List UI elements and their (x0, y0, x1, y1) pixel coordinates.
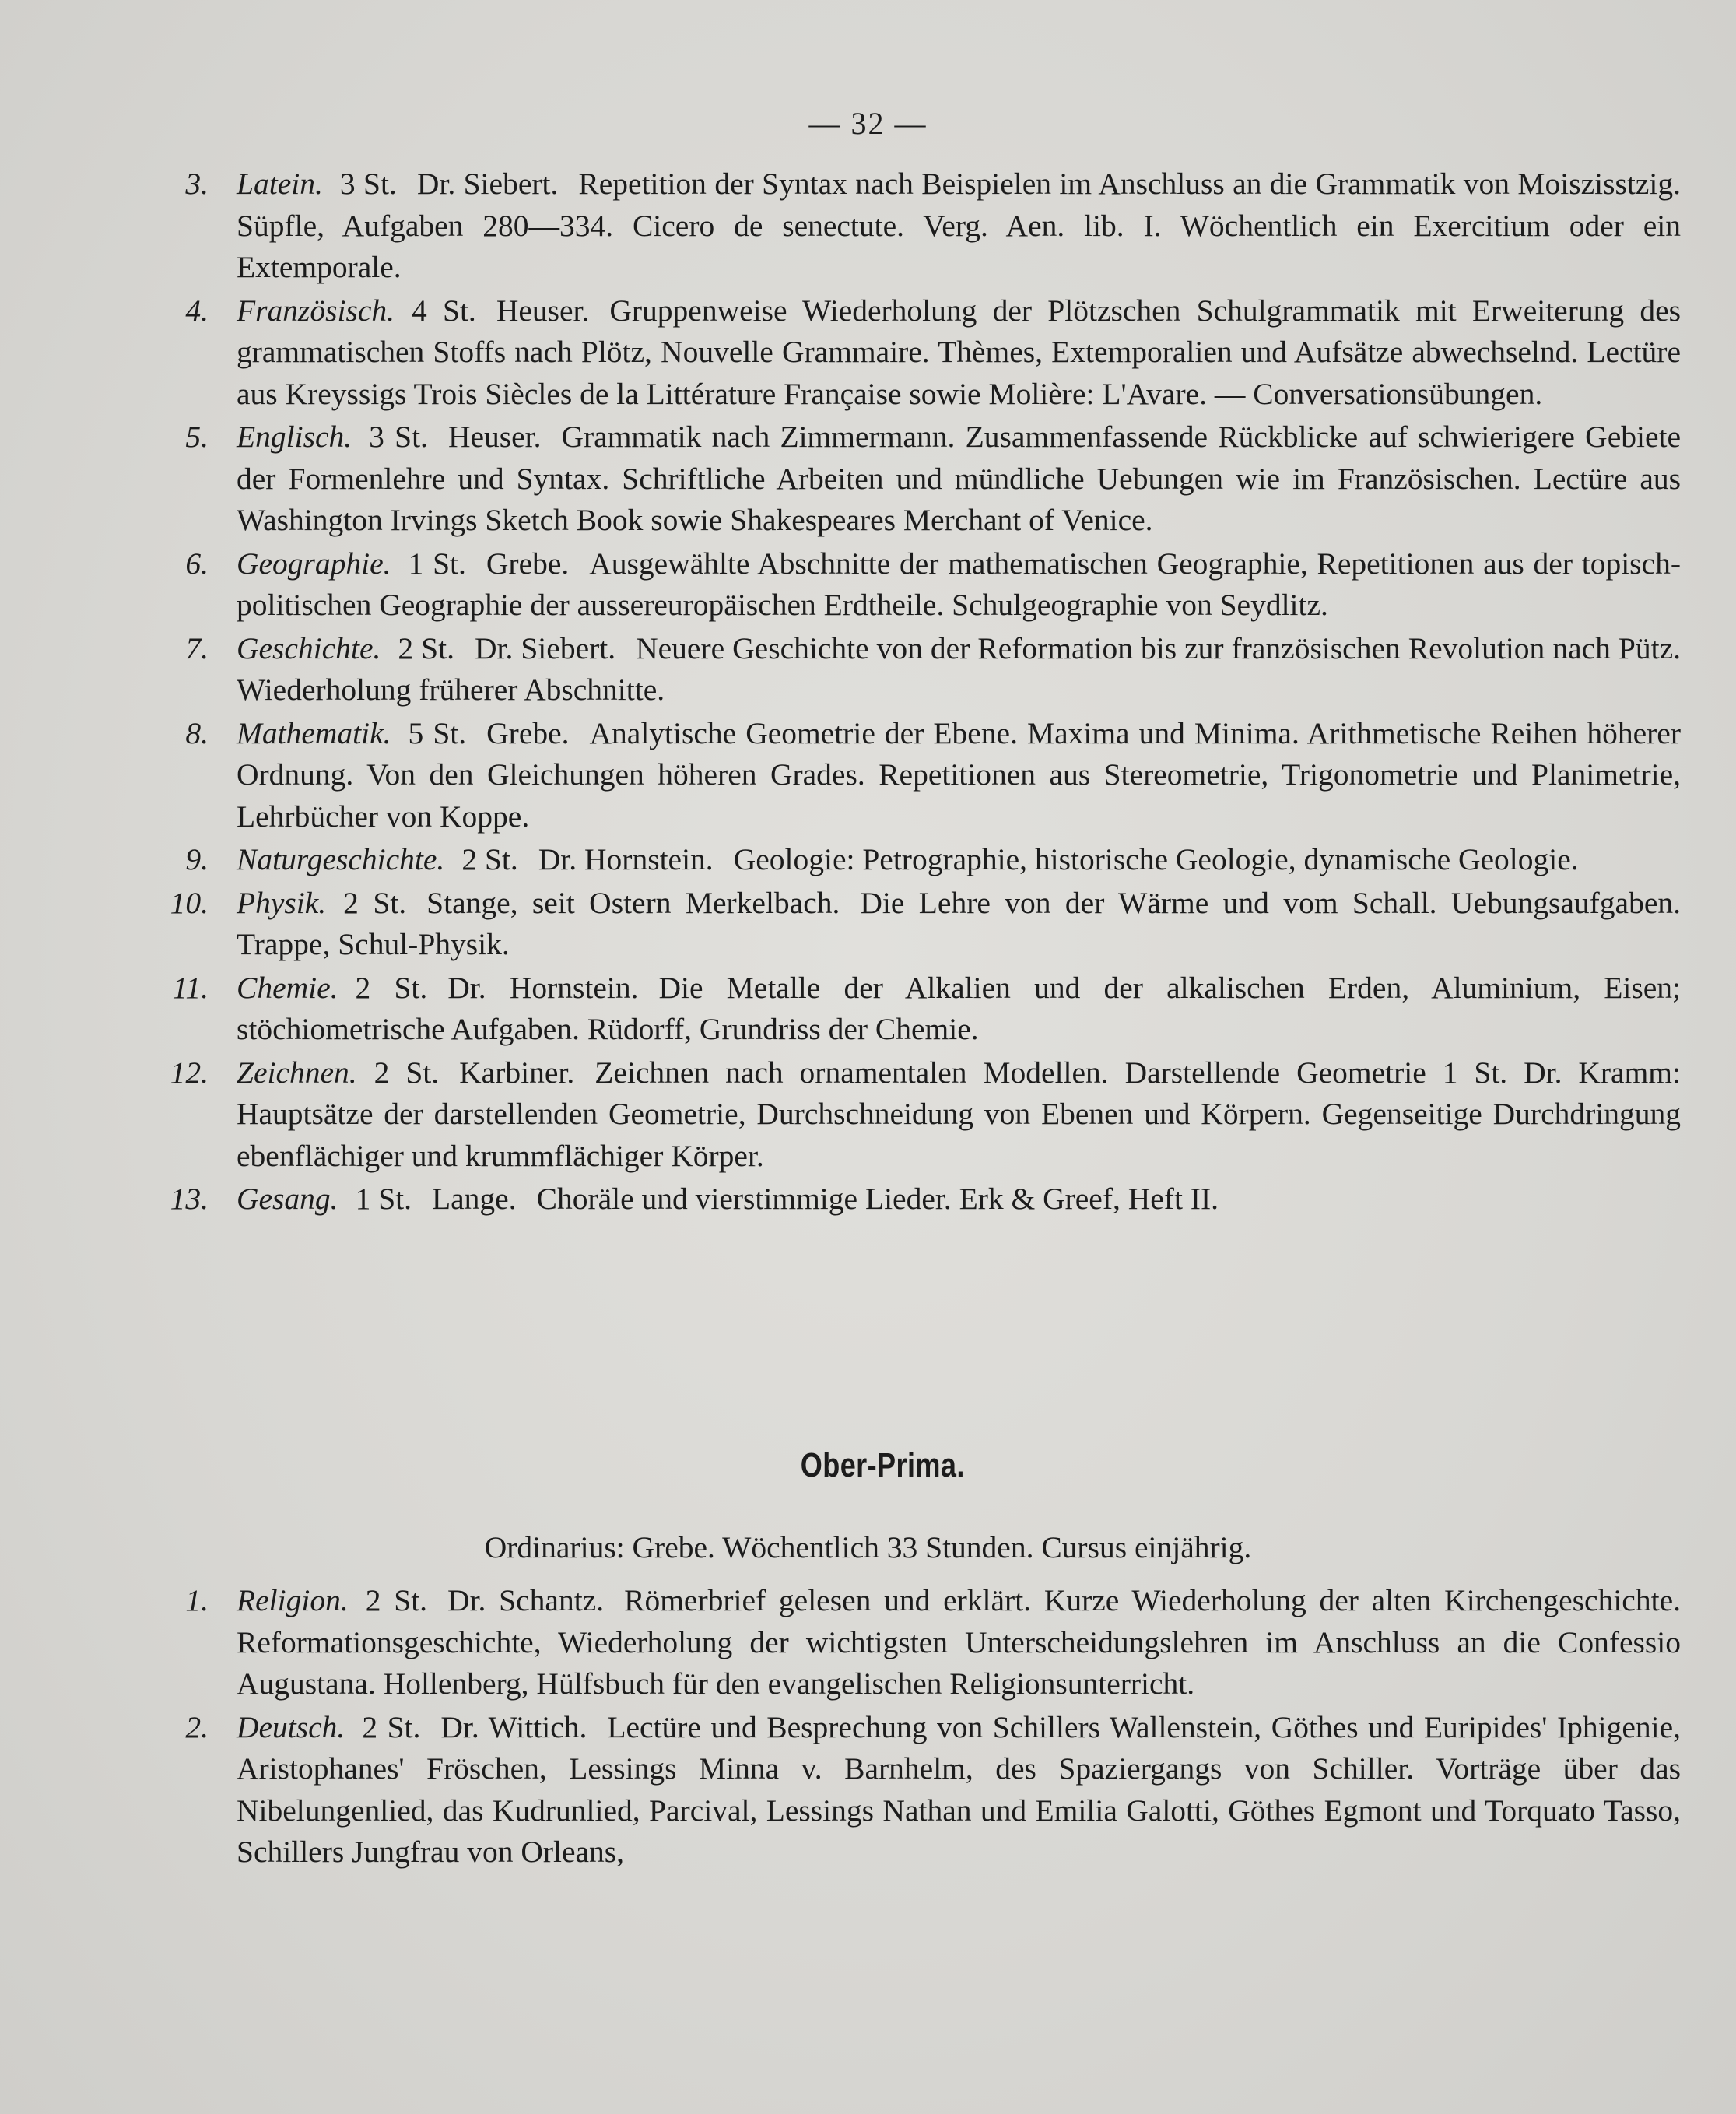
entry-teacher: Heuser. (447, 420, 542, 454)
entry-text: Choräle und vierstimmige Lieder. Erk & Greef, Heft II. (536, 1182, 1219, 1216)
entry-text: Analytische Geometrie der Ebene. Maxima und Minima. Arithmetische Reihen höherer Ordnung. Von den Gleichungen höheren Grades. Repetitionen aus Stereometrie, Trigonometrie und Planimetrie, Lehrbücher von Koppe. (237, 715, 1681, 834)
entry-hours: 1 St. (355, 1182, 412, 1216)
entry-teacher: Dr. Siebert. (416, 167, 559, 201)
entry-naturgeschichte (156, 839, 1681, 881)
entry-chemie (156, 967, 1681, 1051)
entry-physik (156, 883, 1681, 966)
entry-text: Die Metalle der Alkalien und der alkalischen Erden, Aluminium, Eisen; stöchiometrische Aufgaben. Rüdorff, Grundriss der Chemie. (237, 970, 1681, 1046)
entry-subject: Französisch. (237, 293, 395, 328)
entry-text: Grammatik nach Zimmermann. Zusammenfassende Rückblicke auf schwierigere Gebiete der Formenlehre und Syntax. Schriftliche Arbeiten und mündliche Uebungen wie im Französischen. Lectüre aus Washington Irvings Sketch Book sowie Shakespeares Merchant of Venice. (237, 420, 1681, 537)
entry-subject: Physik. (237, 885, 327, 920)
entry-hours: 5 St. (408, 715, 467, 750)
entry-number: 6. (185, 546, 209, 581)
entry-number: 10. (170, 885, 209, 920)
entry-teacher: Dr. Hornstein. (538, 842, 714, 876)
entry-text: Repetition der Syntax nach Beispielen im Anschluss an die Grammatik von Moiszisstzig. Süpfle, Aufgaben 280—334. Cicero de senectute. Verg. Aen. lib. I. Wöchentlich ein Exercitium oder ein Extemporale. (237, 167, 1681, 284)
entry-deutsch (156, 1707, 1681, 1873)
entry-subject: Latein. (237, 167, 323, 201)
entry-teacher: Dr. Siebert. (474, 630, 616, 665)
bottom-entry-list (156, 1580, 1681, 1873)
entry-religion (156, 1580, 1681, 1705)
entry-hours: 2 St. (355, 970, 428, 1005)
entry-hours: 3 St. (339, 167, 397, 201)
entry-hours: 2 St. (365, 1583, 428, 1617)
entry-subject: Geographie. (237, 546, 391, 581)
entry-text: Neuere Geschichte von der Reformation bis zur französischen Revolution nach Pütz. Wiederholung früherer Abschnitte. (237, 630, 1681, 707)
entry-subject: Chemie. (237, 970, 338, 1005)
entry-subject: Geschichte. (237, 630, 381, 665)
entry-number: 3. (185, 167, 209, 201)
entry-englisch (156, 416, 1681, 542)
entry-subject: Zeichnen. (237, 1055, 357, 1090)
entry-hours: 2 St. (461, 842, 518, 876)
page-number: — 32 — (808, 106, 928, 141)
entry-number: 11. (172, 970, 209, 1005)
entry-subject: Mathematik. (237, 715, 391, 750)
entry-number: 2. (185, 1709, 209, 1744)
entry-text: Geologie: Petrographie, historische Geologie, dynamische Geologie. (733, 842, 1579, 876)
entry-teacher: Dr. Hornstein. (447, 970, 639, 1005)
entry-hours: 2 St. (374, 1055, 440, 1090)
entry-number: 4. (185, 293, 209, 328)
entry-subject: Gesang. (237, 1182, 338, 1216)
entry-number: 8. (185, 715, 209, 750)
entry-hours: 1 St. (408, 546, 466, 581)
entry-hours: 3 St. (369, 420, 428, 454)
entry-hours: 2 St. (362, 1709, 421, 1744)
entry-teacher: Karbiner. (459, 1055, 575, 1090)
entry-hours: 2 St. (343, 885, 407, 920)
entry-teacher: Dr. Schantz. (447, 1583, 605, 1617)
entry-geographie (156, 543, 1681, 627)
entry-teacher: Grebe. (486, 546, 570, 581)
section-heading: Ober-Prima. (800, 1446, 965, 1484)
entry-mathematik (156, 713, 1681, 838)
entry-text: Gruppenweise Wiederholung der Plötzschen Schulgrammatik mit Erweiterung des grammatischen Stoffs nach Plötz, Nouvelle Grammaire. Thèmes, Extemporalien und Aufsätze abwechselnd. Lectüre aus Kreyssigs Trois Siècles de la Littérature Française sowie Molière: L'Avare. — Conversationsübungen. (237, 293, 1681, 411)
entry-gesang (156, 1178, 1681, 1220)
entry-text: Ausgewählte Abschnitte der mathematischen Geographie, Repetitionen aus der topisch-politischen Geographie der aussereuropäischen Erdtheile. Schulgeographie von Seydlitz. (237, 546, 1681, 622)
entry-text: Zeichnen nach ornamentalen Modellen. Darstellende Geometrie 1 St. Dr. Kramm: Hauptsätze der darstellenden Geometrie, Durchschneidung von Ebenen und Körpern. Gegenseitige Durchdringung ebenflächiger und krummflächiger Körper. (237, 1055, 1681, 1173)
entry-number: 12. (170, 1055, 209, 1090)
entry-subject: Naturgeschichte. (237, 842, 445, 876)
entry-latein (156, 163, 1681, 289)
entry-number: 1. (185, 1583, 209, 1617)
entry-subject: Religion. (237, 1583, 349, 1617)
entry-teacher: Dr. Wittich. (440, 1709, 587, 1744)
entry-subject: Deutsch. (237, 1709, 345, 1744)
entry-number: 7. (185, 630, 209, 665)
entry-text: Die Lehre von der Wärme und vom Schall. Uebungsaufgaben. Trappe, Schul-Physik. (237, 885, 1681, 961)
entry-zeichnen (156, 1052, 1681, 1178)
top-entry-list (156, 163, 1681, 1220)
entry-hours: 2 St. (398, 630, 454, 665)
entry-text: Römerbrief gelesen und erklärt. Kurze Wiederholung der alten Kirchengeschichte. Reformationsgeschichte, Wiederholung der wichtigsten Unterscheidungslehren im Anschluss an die Confessio Augustana. Hollenberg, Hülfsbuch für den evangelischen Religionsunterricht. (237, 1583, 1681, 1701)
entry-teacher: Stange, seit Ostern Merkelbach. (426, 885, 840, 920)
entry-number: 9. (185, 842, 209, 876)
entry-geschichte (156, 628, 1681, 711)
entry-teacher: Heuser. (496, 293, 590, 328)
entry-teacher: Lange. (432, 1182, 517, 1216)
entry-subject: Englisch. (237, 420, 352, 454)
entry-teacher: Grebe. (486, 715, 570, 750)
entry-number: 13. (170, 1182, 209, 1216)
entry-franzoesisch (156, 290, 1681, 416)
entry-number: 5. (185, 420, 209, 454)
entry-hours: 4 St. (412, 293, 476, 328)
entry-text: Lectüre und Besprechung von Schillers Wallenstein, Göthes und Euripides' Iphigenie, Aristophanes' Fröschen, Lessings Minna v. Barnhelm, des Spaziergangs von Schiller. Vorträge über das Nibelungenlied, das Kudrunlied, Parcival, Lessings Nathan und Emilia Galotti, Göthes Egmont und Torquato Tasso, Schillers Jungfrau von Orleans, (237, 1709, 1681, 1869)
ordinarius-line: Ordinarius: Grebe. Wöchentlich 33 Stunden. Cursus einjährig. (484, 1530, 1252, 1564)
